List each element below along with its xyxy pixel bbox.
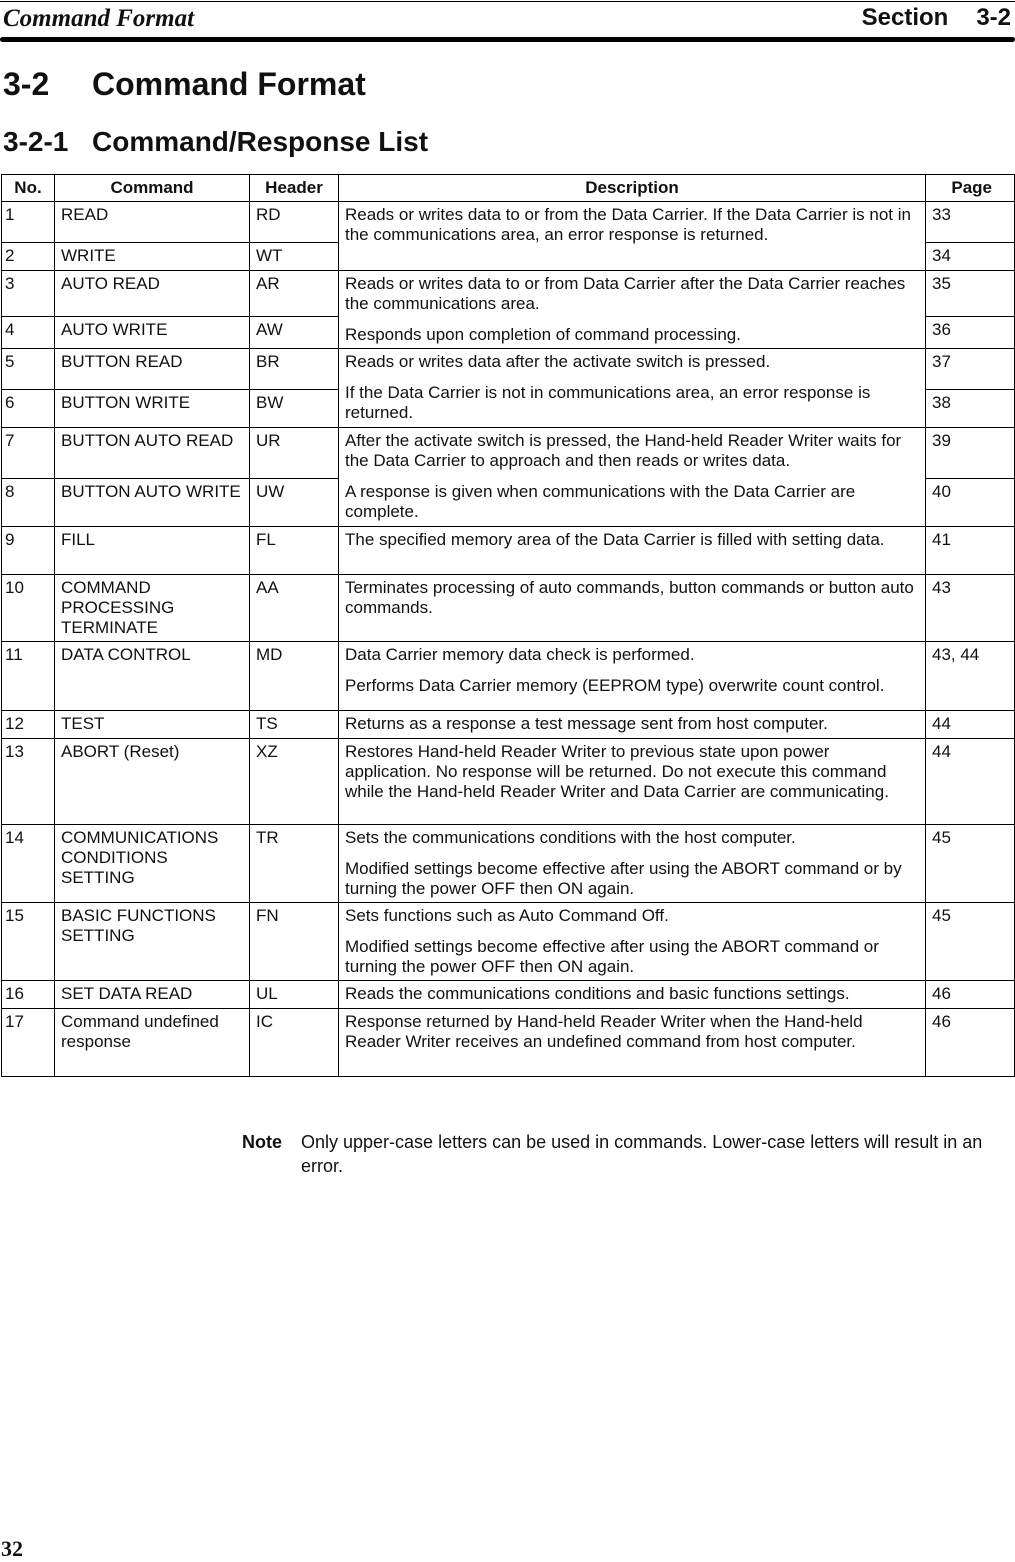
cell-header: FN <box>250 903 339 981</box>
cell-header: TS <box>250 711 339 739</box>
cell-command: BUTTON WRITE <box>55 390 250 428</box>
table-row <box>2 981 1015 1009</box>
cell-header: WT <box>250 243 339 271</box>
header-rule <box>0 37 1015 42</box>
cell-page: 46 <box>926 1009 1015 1077</box>
cell-header: AR <box>250 271 339 317</box>
cell-command: BUTTON AUTO WRITE <box>55 479 250 527</box>
cell-page: 35 <box>926 271 1015 317</box>
cell-no: 8 <box>2 479 55 527</box>
cell-page: 41 <box>926 527 1015 575</box>
table-row <box>2 349 1015 390</box>
cell-page: 45 <box>926 903 1015 981</box>
cell-page: 44 <box>926 739 1015 825</box>
subsection-title: Command/Response List <box>92 126 429 157</box>
table-row <box>2 527 1015 575</box>
header-section <box>862 4 1011 32</box>
cell-header: FL <box>250 527 339 575</box>
cell-command: AUTO READ <box>55 271 250 317</box>
cell-description <box>339 981 926 1009</box>
description-paragraph: A response is given when communications with the Data Carrier are complete. <box>345 482 856 521</box>
cell-page: 40 <box>926 479 1015 527</box>
cell-description <box>339 202 926 271</box>
cell-command: TEST <box>55 711 250 739</box>
description-paragraph: Sets the communications conditions with the host computer. <box>345 828 796 847</box>
cell-command: READ <box>55 202 250 243</box>
cell-no: 6 <box>2 390 55 428</box>
page-header <box>0 0 1015 44</box>
cell-description <box>339 739 926 825</box>
description-paragraph: Data Carrier memory data check is performed. <box>345 645 695 664</box>
cell-page: 36 <box>926 317 1015 349</box>
cell-page: 43 <box>926 575 1015 642</box>
cell-page: 33 <box>926 202 1015 243</box>
description-paragraph: Modified settings become effective after using the ABORT command or by turning the power OFF then ON again. <box>345 859 902 898</box>
cell-no: 2 <box>2 243 55 271</box>
cell-header: BR <box>250 349 339 390</box>
cell-no: 11 <box>2 642 55 711</box>
cell-header: AA <box>250 575 339 642</box>
description-paragraph: Performs Data Carrier memory (EEPROM type) overwrite count control. <box>345 676 885 695</box>
cell-no: 7 <box>2 428 55 479</box>
description-paragraph: Reads or writes data after the activate switch is pressed. <box>345 352 771 371</box>
cell-command: AUTO WRITE <box>55 317 250 349</box>
cell-description <box>339 428 926 527</box>
description-paragraph: The specified memory area of the Data Carrier is filled with setting data. <box>345 530 885 549</box>
cell-header: UW <box>250 479 339 527</box>
cell-command: DATA CONTROL <box>55 642 250 711</box>
header-section-number: 3-2 <box>976 4 1011 31</box>
description-paragraph: Responds upon completion of command processing. <box>345 325 741 344</box>
table-row <box>2 575 1015 642</box>
cell-command: WRITE <box>55 243 250 271</box>
cell-page: 34 <box>926 243 1015 271</box>
cell-page: 38 <box>926 390 1015 428</box>
cell-page: 39 <box>926 428 1015 479</box>
cell-no: 13 <box>2 739 55 825</box>
cell-header: MD <box>250 642 339 711</box>
description-paragraph: Returns as a response a test message sent from host computer. <box>345 714 828 733</box>
cell-no: 17 <box>2 1009 55 1077</box>
cell-page: 44 <box>926 711 1015 739</box>
column-header-page: Page <box>926 175 1015 202</box>
section-heading <box>3 66 366 103</box>
description-paragraph: Restores Hand-held Reader Writer to previous state upon power application. No response will be returned. Do not execute this command while the Hand-held Reader Writer and Data Carrier are communicating. <box>345 742 889 801</box>
cell-description <box>339 271 926 349</box>
cell-command: FILL <box>55 527 250 575</box>
cell-description <box>339 349 926 428</box>
cell-header: UR <box>250 428 339 479</box>
cell-no: 9 <box>2 527 55 575</box>
cell-no: 1 <box>2 202 55 243</box>
description-paragraph: After the activate switch is pressed, the Hand-held Reader Writer waits for the Data Carrier to approach and then reads or writes data. <box>345 431 902 470</box>
cell-no: 3 <box>2 271 55 317</box>
cell-command: Command undefined response <box>55 1009 250 1077</box>
cell-description <box>339 1009 926 1077</box>
description-paragraph: Sets functions such as Auto Command Off. <box>345 906 669 925</box>
table-row <box>2 739 1015 825</box>
column-header-command: Command <box>55 175 250 202</box>
subsection-number: 3-2-1 <box>3 126 69 157</box>
cell-description <box>339 903 926 981</box>
note-text: Only upper-case letters can be used in commands. Lower-case letters will result in an error. <box>301 1132 983 1176</box>
cell-description <box>339 825 926 903</box>
description-paragraph: Terminates processing of auto commands, button commands or button auto commands. <box>345 578 914 617</box>
description-paragraph: Response returned by Hand-held Reader Writer when the Hand-held Reader Writer receives an undefined command from host computer. <box>345 1012 863 1051</box>
cell-command: ABORT (Reset) <box>55 739 250 825</box>
section-number: 3-2 <box>3 66 50 102</box>
header-top-rule <box>0 1 1015 2</box>
cell-page: 45 <box>926 825 1015 903</box>
cell-no: 15 <box>2 903 55 981</box>
table-row <box>2 202 1015 243</box>
cell-no: 14 <box>2 825 55 903</box>
cell-command: COMMUNICATIONS CONDITIONS SETTING <box>55 825 250 903</box>
cell-command: BUTTON READ <box>55 349 250 390</box>
cell-header: AW <box>250 317 339 349</box>
description-paragraph: If the Data Carrier is not in communications area, an error response is returned. <box>345 383 871 422</box>
description-paragraph: Reads or writes data to or from Data Carrier after the Data Carrier reaches the communications area. <box>345 274 906 313</box>
table-row <box>2 1009 1015 1077</box>
command-response-table <box>1 174 1015 1077</box>
cell-header: UL <box>250 981 339 1009</box>
cell-page: 43, 44 <box>926 642 1015 711</box>
cell-description <box>339 527 926 575</box>
cell-header: TR <box>250 825 339 903</box>
subsection-heading <box>3 126 428 158</box>
cell-page: 46 <box>926 981 1015 1009</box>
section-title: Command Format <box>92 66 366 102</box>
table-row <box>2 642 1015 711</box>
description-paragraph: Reads the communications conditions and basic functions settings. <box>345 984 850 1003</box>
cell-no: 16 <box>2 981 55 1009</box>
cell-no: 5 <box>2 349 55 390</box>
table-row <box>2 428 1015 479</box>
cell-command: BUTTON AUTO READ <box>55 428 250 479</box>
cell-description <box>339 575 926 642</box>
table-row <box>2 711 1015 739</box>
cell-header: BW <box>250 390 339 428</box>
column-header-description: Description <box>339 175 926 202</box>
cell-description <box>339 711 926 739</box>
cell-command: COMMAND PROCESSING TERMINATE <box>55 575 250 642</box>
header-chapter-title: Command Format <box>3 5 195 32</box>
table-row <box>2 825 1015 903</box>
cell-description <box>339 642 926 711</box>
header-section-label: Section <box>861 4 949 31</box>
cell-no: 10 <box>2 575 55 642</box>
table-header-row <box>2 175 1015 202</box>
description-paragraph: Reads or writes data to or from the Data Carrier. If the Data Carrier is not in the communications area, an error response is returned. <box>345 205 911 244</box>
column-header-no: No. <box>2 175 55 202</box>
cell-header: RD <box>250 202 339 243</box>
cell-command: BASIC FUNCTIONS SETTING <box>55 903 250 981</box>
table-row <box>2 903 1015 981</box>
cell-no: 4 <box>2 317 55 349</box>
cell-command: SET DATA READ <box>55 981 250 1009</box>
cell-page: 37 <box>926 349 1015 390</box>
cell-header: XZ <box>250 739 339 825</box>
cell-no: 12 <box>2 711 55 739</box>
table-row <box>2 271 1015 317</box>
note-label: Note <box>242 1132 282 1152</box>
page-number: 32 <box>1 1536 23 1561</box>
cell-header: IC <box>250 1009 339 1077</box>
description-paragraph: Modified settings become effective after using the ABORT command or turning the power OFF then ON again. <box>345 937 879 976</box>
column-header-header: Header <box>250 175 339 202</box>
